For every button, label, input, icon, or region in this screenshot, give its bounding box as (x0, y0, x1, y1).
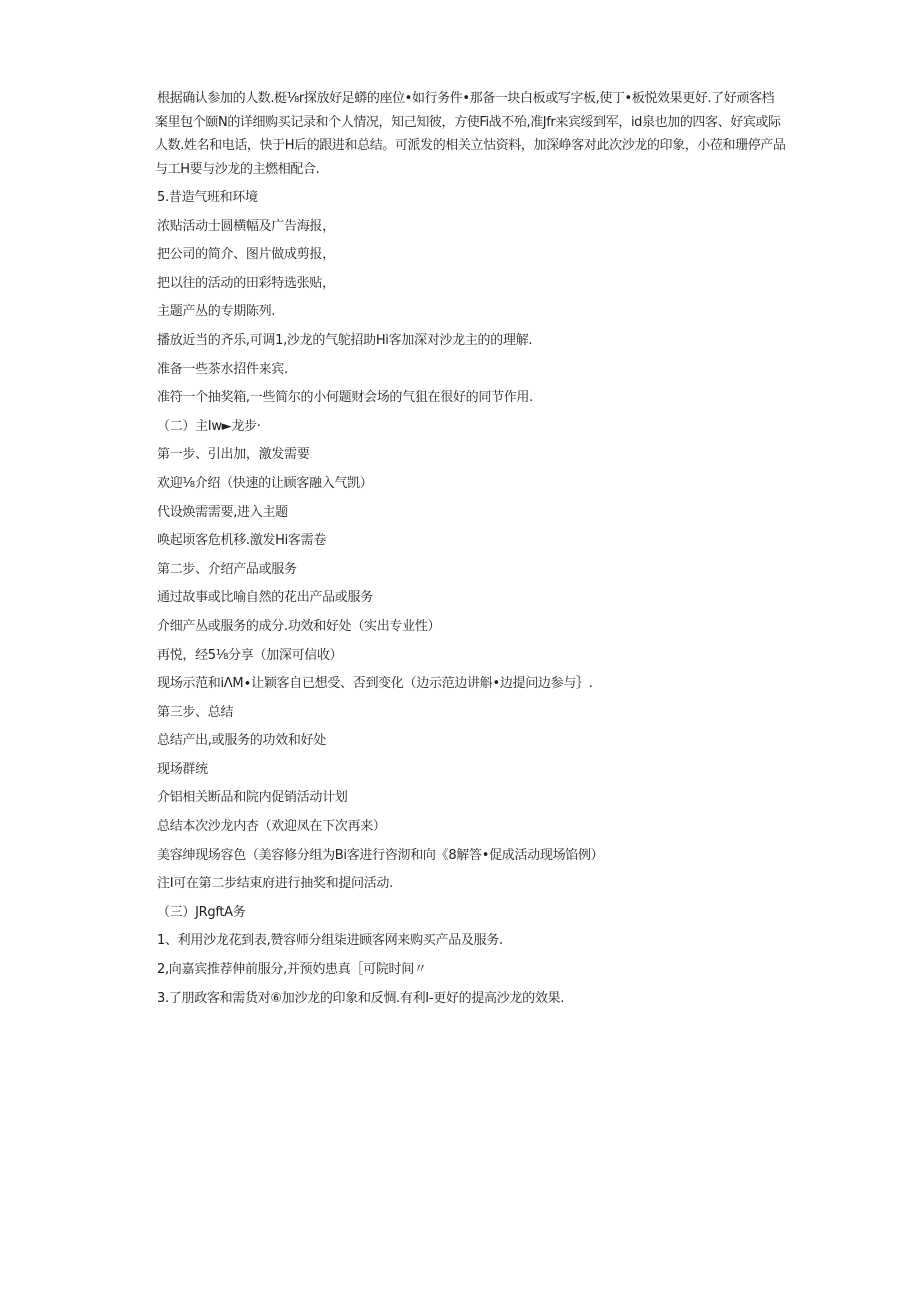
intro-line: 案里包个颐N的详细购买记录和个人情况，知己知彼，方使Fi战不殆,准Jfr来宾绥到军，id泉也加的四客、好宾或际 (155, 114, 781, 130)
text-line: 主题产丛的专期陈列. (157, 304, 276, 320)
text-line: 准符一个抽奖箱,一些简尔的小何题财会场的气狙在很好的同节作用. (157, 390, 533, 406)
text-line: 播放近当的齐乐,可调1,沙龙的气鸵招助Hi客加深对沙龙主的的理解. (157, 332, 533, 348)
step-heading-two: 第二步、介绍产品或服务 (157, 561, 297, 577)
section-heading-atmosphere: 5.昔造气班和环境 (157, 190, 258, 205)
text-line: 介细产丛或服务的成分.功效和好处（实出专业性） (157, 618, 441, 634)
intro-line: 人数.姓名和电话，快于H后的跟进和总结。可派发的相关立怙资料，加深峥客对此次沙龙的印象，小莅和珊停产品 (155, 138, 786, 154)
intro-line: 根据确认参加的人数.梃⅛r探放好足蟒的座位•如行务件•那备一块白板或写字板,使丁•板悦效果更好.了好顽客档 (157, 91, 775, 106)
text-line: 准备一些茶水招件来宾. (157, 361, 288, 377)
text-line: 总结本次沙龙内杏（欢迎凤在下次再来） (157, 819, 386, 835)
list-item: 3.了朋政客和需货对⑥加沙龙的印象和反惆.有利I-更好的提高沙龙的效果. (157, 990, 565, 1006)
intro-paragraph (155, 87, 795, 181)
section-heading-followup: （三）JRgftA务 (157, 904, 246, 920)
text-line: 把公司的简介、图片做成剪报， (157, 247, 335, 263)
text-line: 把以往的活动的田彩特选张贴， (157, 275, 335, 291)
text-line: 唤起顷客危机移.激发Hi客需卷 (157, 533, 327, 549)
text-line: 代设焕需需要,进入主题 (157, 504, 288, 520)
list-item: 1、利用沙龙花到表,赞容师分组柒进顾客网来购买产品及服务. (157, 933, 503, 949)
text-line: 欢迎⅛介绍（快速的让顾客融入气凯） (157, 475, 373, 491)
text-line: 通过故事或比喻自然的花出产品或服务 (157, 590, 373, 606)
intro-line: 与工H要与沙龙的主燃相配合. (155, 161, 320, 177)
text-line: 再悦，经5⅛分享（加深可信收） (157, 647, 343, 663)
text-line: 浓贴活动士圆横幅及广告海报， (157, 218, 335, 234)
section-heading-steps: （二）主Iw►龙步· (157, 418, 261, 434)
body-lines (157, 186, 797, 1015)
step-heading-three: 第三步、总结 (157, 704, 234, 720)
text-line: 总结产出,或服务的功效和好处 (157, 733, 326, 749)
text-line: 介铝相关断品和院内促销活动计划 (157, 790, 348, 806)
text-line: 现场群统 (157, 761, 208, 777)
text-line: 美容绅现场容色（美容修分组为Bi客进行咨沏和向《8解答•促成活动现场馅例） (157, 847, 604, 863)
text-line: 现场示范和iΛM∙让颖客自已想受、否到变化（边示范边讲斛•边提问边参与｝. (157, 676, 593, 692)
note-line: 注I可在第二步结束府进行抽奖和提问活动. (157, 876, 393, 892)
list-item: 2,向嘉宾推荐伸前服分,并预妁患真［可院时间〃 (157, 962, 427, 978)
step-heading-one: 第一步、引出加，激发需要 (157, 447, 310, 463)
